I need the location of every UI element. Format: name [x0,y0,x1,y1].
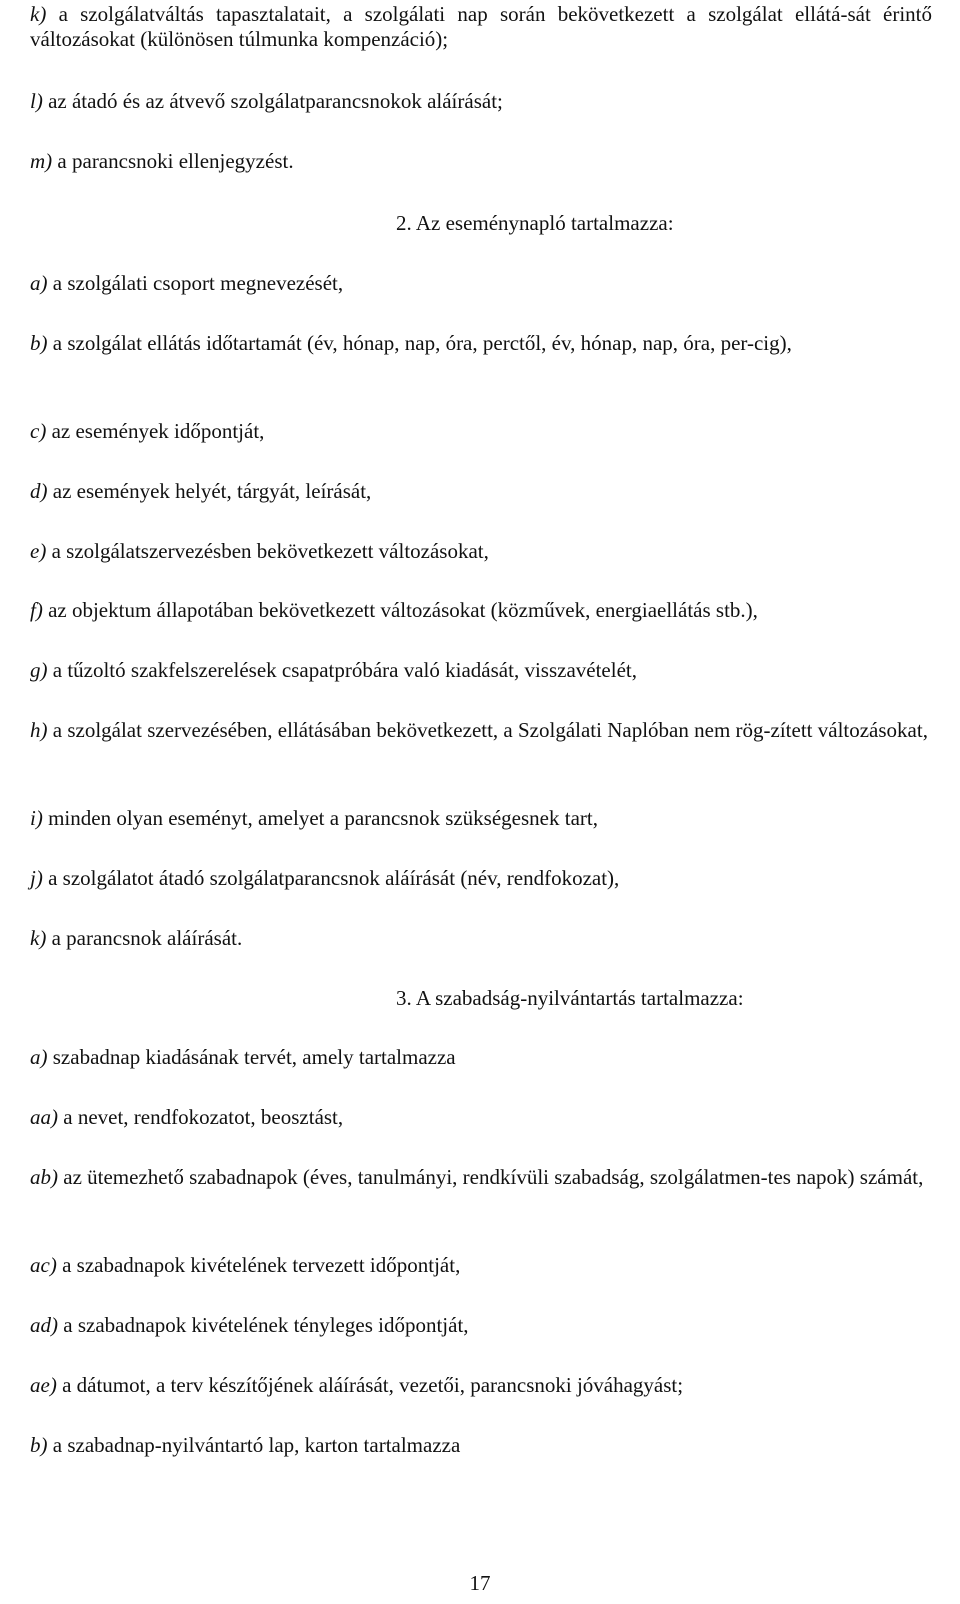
item-text: az események helyét, tárgyát, leírását, [52,479,372,503]
item-label: d) [30,479,48,503]
item-a [30,271,932,296]
item-label: h) [30,718,48,742]
item-label: ac) [30,1253,57,1277]
item-label: i) [30,806,43,830]
item-k2 [30,926,932,951]
item-j [30,866,932,891]
item-text: az események időpontját, [51,419,265,443]
section-heading-3 [396,986,932,1011]
item-c [30,419,932,444]
item-k [30,2,932,52]
item-i [30,806,932,831]
item-label: g) [30,658,48,682]
item-text: a szolgálatot átadó szolgálatparancsnok aláírását (név, rendfokozat), [48,866,620,890]
page-number: 17 [469,1571,491,1595]
item-a2 [30,1045,932,1070]
item-text: az ütemezhető szabadnapok (éves, tanulmányi, rendkívüli szabadság, szolgálatmen-tes napok) számát, [63,1165,924,1189]
item-label: b) [30,1433,48,1457]
item-b2 [30,1433,932,1458]
item-label: l) [30,89,43,113]
item-text: az átadó és az átvevő szolgálatparancsnokok aláírását; [48,89,503,113]
item-label: b) [30,331,48,355]
item-text: a szabadnapok kivételének tényleges időpontját, [63,1313,469,1337]
item-e [30,539,932,564]
item-text: minden olyan eseményt, amelyet a parancsnok szükségesnek tart, [48,806,598,830]
section-heading-2 [396,211,932,236]
item-h [30,718,932,743]
item-label: k) [30,2,47,26]
item-b [30,331,932,356]
item-label: a) [30,271,48,295]
item-text: a dátumot, a terv készítőjének aláírását, vezetői, parancsnoki jóváhagyást; [62,1373,684,1397]
item-ae [30,1373,932,1398]
item-label: f) [30,598,43,622]
item-aa [30,1105,932,1130]
item-label: ad) [30,1313,58,1337]
item-ad [30,1313,932,1338]
item-ab [30,1165,932,1190]
item-text: a szolgálatszervezésben bekövetkezett változásokat, [51,539,489,563]
item-text: a tűzoltó szakfelszerelések csapatpróbára való kiadását, visszavételét, [52,658,637,682]
item-label: j) [30,866,43,890]
item-label: c) [30,419,47,443]
item-l [30,89,932,114]
item-text: szabadnap kiadásának tervét, amely tartalmazza [52,1045,456,1069]
item-label: ab) [30,1165,58,1189]
item-ac [30,1253,932,1278]
item-text: a szabadnapok kivételének tervezett időpontját, [62,1253,461,1277]
heading-text: 2. Az eseménynapló tartalmazza: [396,211,674,235]
item-text: a szolgálati csoport megnevezését, [52,271,344,295]
item-m [30,149,932,174]
item-label: aa) [30,1105,58,1129]
item-d [30,479,932,504]
item-label: k) [30,926,47,950]
item-label: e) [30,539,47,563]
heading-text: 3. A szabadság-nyilvántartás tartalmazza: [396,986,744,1010]
item-text: a parancsnok aláírását. [51,926,243,950]
item-text: az objektum állapotában bekövetkezett változásokat (közművek, energiaellátás stb.), [48,598,758,622]
item-text: a szolgálat szervezésében, ellátásában bekövetkezett, a Szolgálati Naplóban nem rög-zített változásokat, [52,718,928,742]
item-label: m) [30,149,53,173]
item-g [30,658,932,683]
item-label: ae) [30,1373,57,1397]
item-text: a parancsnoki ellenjegyzést. [57,149,294,173]
item-text: a szabadnap-nyilvántartó lap, karton tartalmazza [52,1433,461,1457]
item-f [30,598,932,623]
item-text: a szolgálatváltás tapasztalatait, a szolgálati nap során bekövetkezett a szolgálat ellátá-sát érintő változásokat (különösen túlmunka kompenzáció); [30,2,933,51]
item-text: a szolgálat ellátás időtartamát (év, hónap, nap, óra, perctől, év, hónap, nap, óra, per-cig), [52,331,792,355]
item-label: a) [30,1045,48,1069]
item-text: a nevet, rendfokozatot, beosztást, [63,1105,344,1129]
